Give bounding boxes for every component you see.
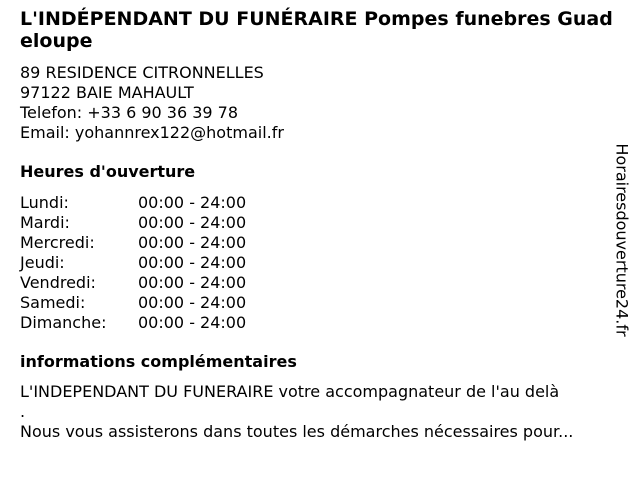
site-watermark: Horairesdouverture24.fr xyxy=(612,143,632,337)
info-line: L'INDEPENDANT DU FUNERAIRE votre accompagnateur de l'au delà xyxy=(20,382,560,401)
hours-row-thursday xyxy=(20,253,620,273)
phone-number: Telefon: +33 6 90 36 39 78 xyxy=(20,103,239,122)
day-hours: 00:00 - 24:00 xyxy=(138,193,247,212)
day-label: Dimanche: xyxy=(20,313,107,332)
opening-hours-table xyxy=(20,193,620,333)
hours-row-tuesday xyxy=(20,213,620,233)
hours-row-friday xyxy=(20,273,620,293)
business-title: L'INDÉPENDANT DU FUNÉRAIRE Pompes funebres Guadeloupe xyxy=(20,8,613,52)
day-label: Mercredi: xyxy=(20,233,95,252)
opening-hours-heading: Heures d'ouverture xyxy=(20,162,196,181)
day-hours: 00:00 - 24:00 xyxy=(138,293,247,312)
info-line: Nous vous assisterons dans toutes les démarches nécessaires pour... xyxy=(20,422,574,441)
day-hours: 00:00 - 24:00 xyxy=(138,313,247,332)
day-label: Jeudi: xyxy=(20,253,65,272)
hours-row-monday xyxy=(20,193,620,213)
day-hours: 00:00 - 24:00 xyxy=(138,213,247,232)
email-address: Email: yohannrex122@hotmail.fr xyxy=(20,123,284,142)
day-hours: 00:00 - 24:00 xyxy=(138,233,247,252)
day-hours: 00:00 - 24:00 xyxy=(138,253,247,272)
hours-row-saturday xyxy=(20,293,620,313)
info-heading: informations complémentaires xyxy=(20,352,297,371)
business-card xyxy=(20,8,620,442)
info-description xyxy=(20,382,620,442)
day-label: Vendredi: xyxy=(20,273,96,292)
day-label: Lundi: xyxy=(20,193,69,212)
hours-row-wednesday xyxy=(20,233,620,253)
city-address: 97122 BAIE MAHAULT xyxy=(20,83,194,102)
hours-row-sunday xyxy=(20,313,620,333)
day-hours: 00:00 - 24:00 xyxy=(138,273,247,292)
info-line: . xyxy=(20,402,26,421)
street-address: 89 RESIDENCE CITRONNELLES xyxy=(20,63,264,82)
day-label: Samedi: xyxy=(20,293,86,312)
day-label: Mardi: xyxy=(20,213,70,232)
contact-block xyxy=(20,63,620,143)
